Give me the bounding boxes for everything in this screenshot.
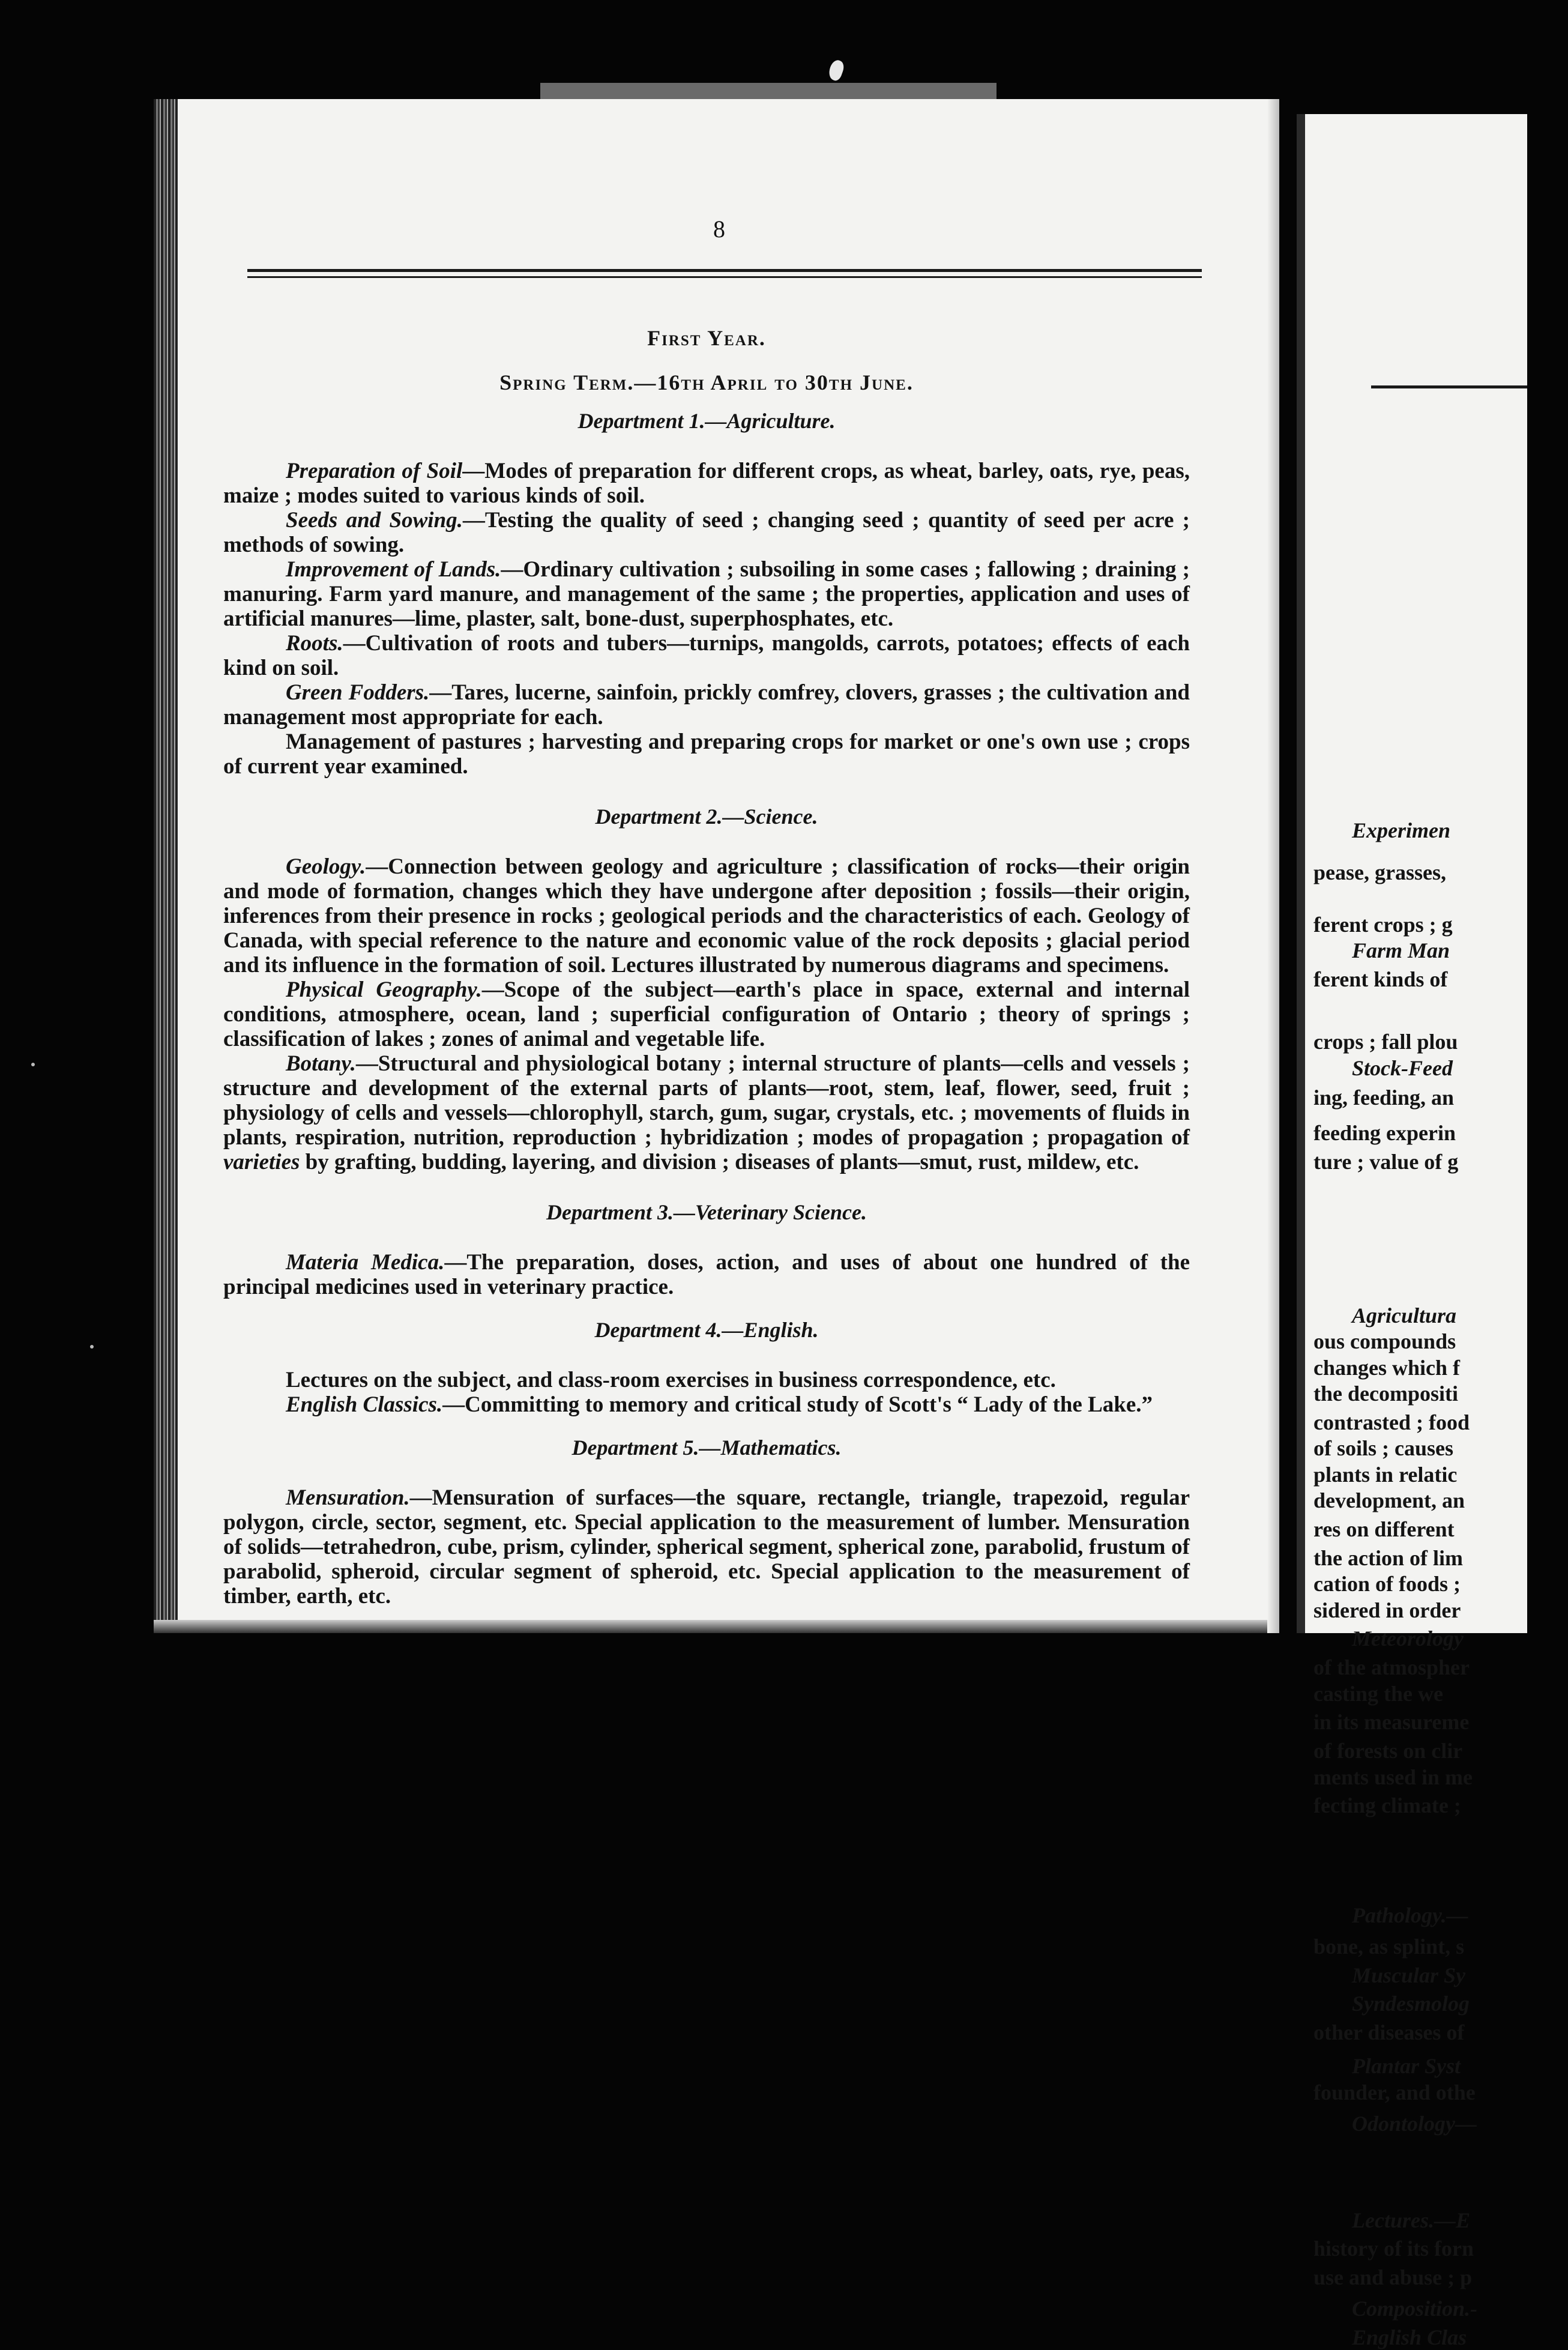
right-page-line: Experimen [1352,818,1451,843]
right-page-line: bone, as splint, s [1313,1934,1465,1959]
header-rule-top [247,269,1202,272]
right-page-line: Muscular Sy [1352,1963,1466,1987]
right-page-line: Plantar Syst [1352,2054,1461,2079]
right-page-line: ferent kinds of [1313,967,1448,991]
right-page-line: changes which f [1313,1355,1461,1380]
paragraph: Management of pastures ; harvesting and preparing crops for market or one's own use ; crops of current year examined. [223,729,1190,779]
right-page-line: of forests on clir [1313,1739,1463,1763]
dust-speck [90,1345,94,1349]
department-4-title: Department 4.—English. [594,1318,819,1342]
right-page-line: Composition.- [1352,2297,1478,2321]
right-page-line: ments used in me [1313,1765,1473,1789]
paragraph: Improvement of Lands.—Ordinary cultivation ; subsoiling in some cases ; fallowing ; draining ; manuring. Farm yard manure, and management of the same ; the properties, application and uses of artificial manures—lime, plaster, salt, bone-dust, superphosphates, etc. [223,557,1190,631]
department-1-title: Department 1.—Agriculture. [577,409,836,433]
right-page-line: Agricultura [1352,1303,1457,1328]
right-page-line: of the atmospher [1313,1655,1470,1680]
right-page-line: Stock-Feed [1352,1056,1453,1080]
scan-speck [827,58,846,82]
right-page-line: English Clas [1352,2325,1467,2350]
right-page-line: in its measureme [1313,1710,1470,1735]
right-page-line: Lectures.—E [1352,2208,1470,2232]
page-fold-shadow [1267,99,1279,1633]
right-page-line: Farm Man [1352,938,1450,963]
right-page [1297,114,1527,2350]
right-page-line: res on different [1313,1517,1455,1542]
department-3-title: Department 3.—Veterinary Science. [546,1200,867,1224]
right-page-line: crops ; fall plou [1313,1030,1458,1054]
right-page-line: the action of lim [1313,1545,1463,1570]
page-bottom-edge [154,1620,1279,1633]
right-page-line: contrasted ; food [1313,1410,1470,1435]
paragraph: Materia Medica.—The preparation, doses, action, and uses of about one hundred of the principal medicines used in veterinary practice. [223,1250,1190,1299]
right-page-line: Syndesmolog [1352,1992,1470,2016]
paragraph: English Classics.—Committing to memory and critical study of Scott's “ Lady of the Lake.” [286,1392,1153,1417]
department-5-title: Department 5.—Mathematics. [571,1436,842,1460]
right-page-line: the decompositi [1313,1382,1458,1406]
right-page-line: sidered in order [1313,1598,1461,1622]
right-page-line: cation of foods ; [1313,1572,1461,1596]
term-heading: Spring Term.—16th April to 30th June. [499,370,914,394]
page-number: 8 [713,216,725,243]
right-page-line: ing, feeding, an [1313,1086,1455,1110]
right-page-line: Meteorology [1352,1627,1464,1651]
paragraph: Lectures on the subject, and class-room exercises in business correspondence, etc. [286,1368,1056,1392]
paragraph: Green Fodders.—Tares, lucerne, sainfoin, prickly comfrey, clovers, grasses ; the cultivation and management most appropriate for each. [223,680,1190,729]
right-page-line: pease, grasses, [1313,860,1446,884]
right-page-line: development, an [1313,1488,1465,1513]
scanner-glare [540,83,997,101]
page-body [223,324,1190,1608]
paragraph: Roots.—Cultivation of roots and tubers—turnips, mangolds, carrots, potatoes; effects of each kind on soil. [223,631,1190,680]
right-page-line: casting the we [1313,1681,1443,1706]
header-rule-bottom [247,276,1202,278]
right-header-rule [1371,385,1527,388]
paragraph: Mensuration.—Mensuration of surfaces—the square, rectangle, triangle, trapezoid, regular polygon, circle, sector, segment, etc. Special application to the measurement of lumber. Mensuration of solids—tetrahedron, cube, prism, cylinder, spherical segment, spherical zone, parabolid, frustum of parabolid, spheroid, circular segment of spheroid, etc. Special application to the measurement of timber, earth, etc. [223,1485,1190,1608]
right-page-line: ture ; value of g [1313,1149,1459,1174]
year-heading: First Year. [647,326,766,350]
right-page-line: Odontology— [1352,2112,1477,2136]
right-page-line: of soils ; causes [1313,1436,1453,1461]
right-page-line: Pathology.— [1352,1903,1468,1927]
paragraph: Physical Geography.—Scope of the subject—earth's place in space, external and internal conditions, atmosphere, ocean, land ; superficial configuration of Ontario ; theory of springs ; classification of lakes ; zones of animal and vegetable life. [223,977,1190,1051]
right-page-line: feeding experin [1313,1121,1456,1146]
paragraph: Seeds and Sowing.—Testing the quality of seed ; changing seed ; quantity of seed per acre ; methods of sowing. [223,508,1190,557]
paragraph: Preparation of Soil—Modes of preparation for different crops, as wheat, barley, oats, rye, peas, maize ; modes suited to various kinds of soil. [223,459,1190,508]
right-page-line: ferent crops ; g [1313,912,1453,937]
dust-speck [31,1063,35,1066]
right-page-line: founder, and othe [1313,2080,1476,2104]
right-page-line: history of its forn [1313,2237,1474,2261]
right-page-line: use and abuse ; p [1313,2265,1473,2290]
right-page-line: fecting climate ; [1313,1793,1461,1818]
page-gutter [1297,114,1305,1633]
page-binding [154,99,178,1633]
right-page-line: plants in relatic [1313,1462,1458,1487]
department-2-title: Department 2.—Science. [595,805,818,829]
paragraph: Botany.—Structural and physiological botany ; internal structure of plants—cells and vessels ; structure and development of the external parts of plants—root, stem, leaf, flower, seed, fruit ; physiology of cells and vessels—chlorophyll, starch, gum, sugar, crystals, etc. ; movements of fluids in plants, respiration, nutrition, reproduction ; hybridization ; modes of propagation ; propagation of varieties by grafting, budding, layering, and division ; diseases of plants—smut, rust, mildew, etc. [223,1051,1190,1174]
right-page-line: ous compounds [1313,1329,1456,1354]
right-page-line: other diseases of [1313,2020,1465,2045]
paragraph: Geology.—Connection between geology and agriculture ; classification of rocks—their origin and mode of formation, changes which they have undergone after deposition ; fossils—their origin, inferences from their presence in rocks ; geological periods and the characteristics of each. Geology of Canada, with special reference to the nature and economic value of the rock deposits ; glacial period and its influence in the formation of soil. Lectures illustrated by numerous diagrams and specimens. [223,854,1190,977]
